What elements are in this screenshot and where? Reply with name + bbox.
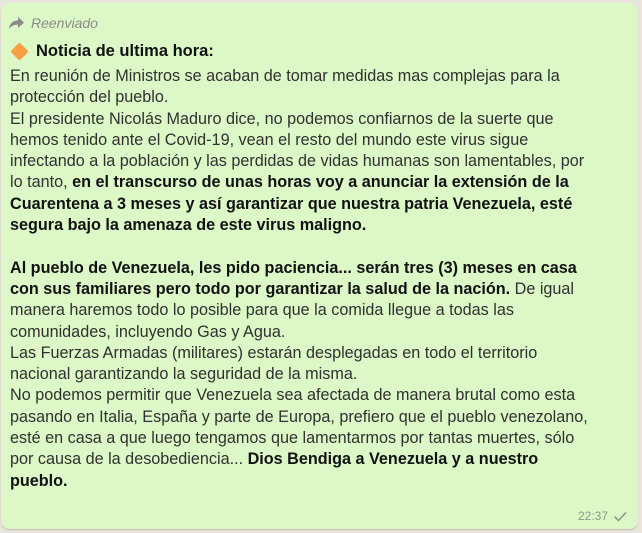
message-line-text: nacional garantizando la seguridad de la misma. (10, 365, 358, 384)
message-line-text: En reunión de Ministros se acaban de tomar medidas mas complejas para la (10, 67, 560, 85)
message-line-bold: segura bajo la amenaza de este virus maligno. (10, 216, 367, 235)
message-line-text: infectando a la población y las perdidas de vidas humanas son lamentables, por (10, 152, 585, 171)
message-line (10, 300, 634, 321)
message-line-text: hemos tenido ante el Covid-19, vean el resto del mundo este virus sigue (10, 130, 529, 149)
message-line-text: lo tanto, (10, 173, 73, 192)
message-meta (578, 509, 628, 523)
message-title (10, 42, 214, 61)
message-line (10, 151, 634, 172)
message-line (10, 66, 634, 87)
message-line-bold: Al pueblo de Venezuela, les pido paciencia... serán tres (3) meses en casa (10, 258, 577, 277)
message-line-text: esté en casa a que luego tengamos que lamentarmos por tantas muertes, sólo (10, 429, 575, 448)
message-line (10, 236, 634, 257)
message-line (10, 322, 634, 343)
message-line (10, 215, 634, 236)
message-line (10, 87, 634, 108)
message-line-text: por causa de la desobediencia... (10, 450, 248, 469)
message-line (10, 407, 634, 428)
message-time: 22:37 (577, 509, 608, 523)
forwarded-label: Reenviado (31, 15, 98, 31)
message-line (10, 172, 634, 193)
message-line (10, 258, 634, 279)
message-line-bold: en el transcurso de unas horas voy a anunciar la extensión de la (72, 173, 569, 192)
message-line-bold: pueblo. (10, 471, 68, 490)
message-bubble[interactable] (1, 3, 638, 529)
message-line (10, 343, 634, 364)
forwarded-indicator (8, 15, 98, 31)
message-line (10, 364, 634, 385)
message-line (10, 428, 634, 449)
message-line-text: protección del pueblo. (10, 88, 169, 107)
message-line-text: pasando en Italia, España y parte de Europa, prefiero que el pueblo venezolano, (10, 407, 588, 426)
message-line (10, 471, 634, 492)
message-line-bold: Dios Bendiga a Venezuela y a nuestro (247, 450, 539, 469)
message-text (10, 66, 634, 492)
title-text: Noticia de ultima hora: (36, 42, 214, 60)
message-line-bold: Cuarentena a 3 meses y así garantizar que nuestra patria Venezuela, esté (10, 194, 573, 213)
message-line-bold: con sus familiares pero todo por garantizar la salud de la nación. (10, 279, 511, 298)
forward-arrow-icon (8, 16, 25, 30)
message-line-text: manera haremos todo lo posible para que la comida llegue a todas las (10, 301, 514, 320)
message-line (10, 385, 634, 406)
message-line-text: De igual (510, 279, 575, 298)
message-line (10, 130, 634, 151)
single-check-icon (612, 511, 628, 522)
message-line (10, 194, 634, 215)
message-line (10, 279, 634, 300)
message-line (10, 449, 634, 470)
message-line-text: comunidades, incluyendo Gas y Agua. (10, 322, 286, 341)
message-line-text: Las Fuerzas Armadas (militares) estarán desplegadas en todo el territorio (10, 343, 538, 362)
message-line-text: El presidente Nicolás Maduro dice, no podemos confiarnos de la suerte que (10, 109, 554, 128)
message-line-text: No podemos permitir que Venezuela sea afectada de manera brutal como esta (10, 386, 576, 405)
orange-diamond-icon (10, 42, 28, 60)
message-line (10, 109, 634, 130)
